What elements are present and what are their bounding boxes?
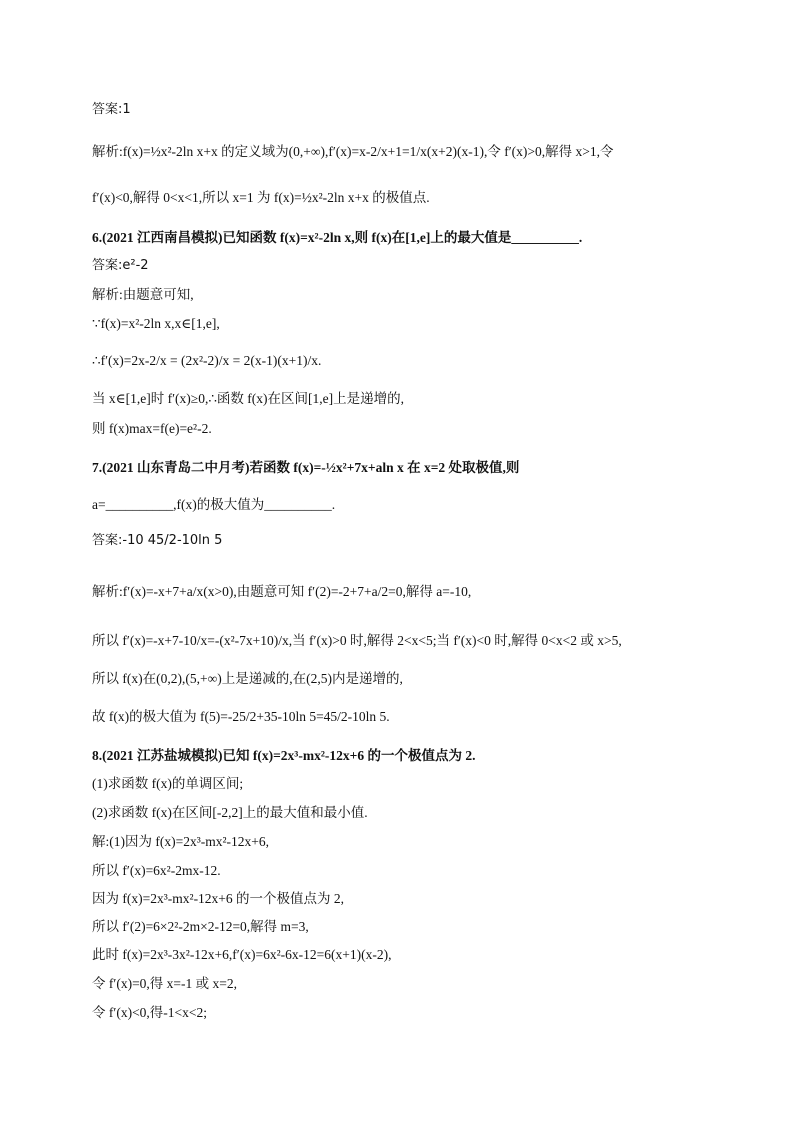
solution-line: 令 f′(x)<0,得-1<x<2; — [92, 1005, 208, 1020]
answer-label: 答案:-10 45/2-10ln 5 — [92, 533, 223, 548]
solution-line: 解析:f(x)=½x²-2ln x+x 的定义域为(0,+∞),f′(x)=x-2/x+1=1/x(x+2)(x-1),令 f′(x)>0,解得 x>1,令 — [92, 144, 614, 159]
question-8-part2: (2)求函数 f(x)在区间[-2,2]上的最大值和最小值. — [92, 805, 368, 820]
question-8 — [92, 747, 475, 765]
solution-line: 令 f′(x)=0,得 x=-1 或 x=2, — [92, 976, 238, 991]
solution-line: 解:(1)因为 f(x)=2x³-mx²-12x+6, — [92, 834, 270, 849]
answer-label: 答案:1 — [92, 102, 131, 117]
solution-line: 解析:由题意可知, — [92, 287, 194, 302]
solution-line: 所以 f′(x)=-x+7-10/x=-(x²-7x+10)/x,当 f′(x)>0 时,解得 2<x<5;当 f′(x)<0 时,解得 0<x<2 或 x>5, — [92, 633, 622, 648]
question-text: 8.(2021 江苏盐城模拟)已知 f(x)=2x³-mx²-12x+6 的一个极值点为 2. — [92, 748, 476, 763]
solution-line: ∵f(x)=x²-2ln x,x∈[1,e], — [92, 316, 220, 331]
solution-line: 所以 f(x)在(0,2),(5,+∞)上是递减的,在(2,5)内是递增的, — [92, 671, 403, 686]
solution-line: 则 f(x)max=f(e)=e²-2. — [92, 421, 212, 436]
question-text: 7.(2021 山东青岛二中月考)若函数 f(x)=-½x²+7x+aln x 在 x=2 处取极值,则 — [92, 460, 520, 475]
solution-line: 当 x∈[1,e]时 f′(x)≥0,∴函数 f(x)在区间[1,e]上是递增的, — [92, 391, 405, 406]
solution-line: ∴f′(x)=2x-2/x = (2x²-2)/x = 2(x-1)(x+1)/x. — [92, 353, 322, 368]
question-text: 6.(2021 江西南昌模拟)已知函数 f(x)=x²-2ln x,则 f(x)在[1,e]上的最大值是__________. — [92, 230, 583, 245]
question-7-blank: a=__________,f(x)的极大值为__________. — [92, 497, 336, 512]
question-7 — [92, 459, 519, 477]
solution-line: 此时 f(x)=2x³-3x²-12x+6,f′(x)=6x²-6x-12=6(x+1)(x-2), — [92, 947, 392, 962]
solution-line: 故 f(x)的极大值为 f(5)=-25/2+35-10ln 5=45/2-10ln 5. — [92, 709, 390, 724]
solution-line: f′(x)<0,解得 0<x<1,所以 x=1 为 f(x)=½x²-2ln x+x 的极值点. — [92, 190, 430, 205]
answer-label: 答案:e²-2 — [92, 258, 149, 273]
question-6 — [92, 229, 582, 247]
solution-line: 因为 f(x)=2x³-mx²-12x+6 的一个极值点为 2, — [92, 891, 345, 906]
question-8-part1: (1)求函数 f(x)的单调区间; — [92, 776, 244, 791]
solution-line: 所以 f′(2)=6×2²-2m×2-12=0,解得 m=3, — [92, 919, 309, 934]
solution-line: 所以 f′(x)=6x²-2mx-12. — [92, 863, 221, 878]
solution-line: 解析:f′(x)=-x+7+a/x(x>0),由题意可知 f′(2)=-2+7+a/2=0,解得 a=-10, — [92, 584, 472, 599]
